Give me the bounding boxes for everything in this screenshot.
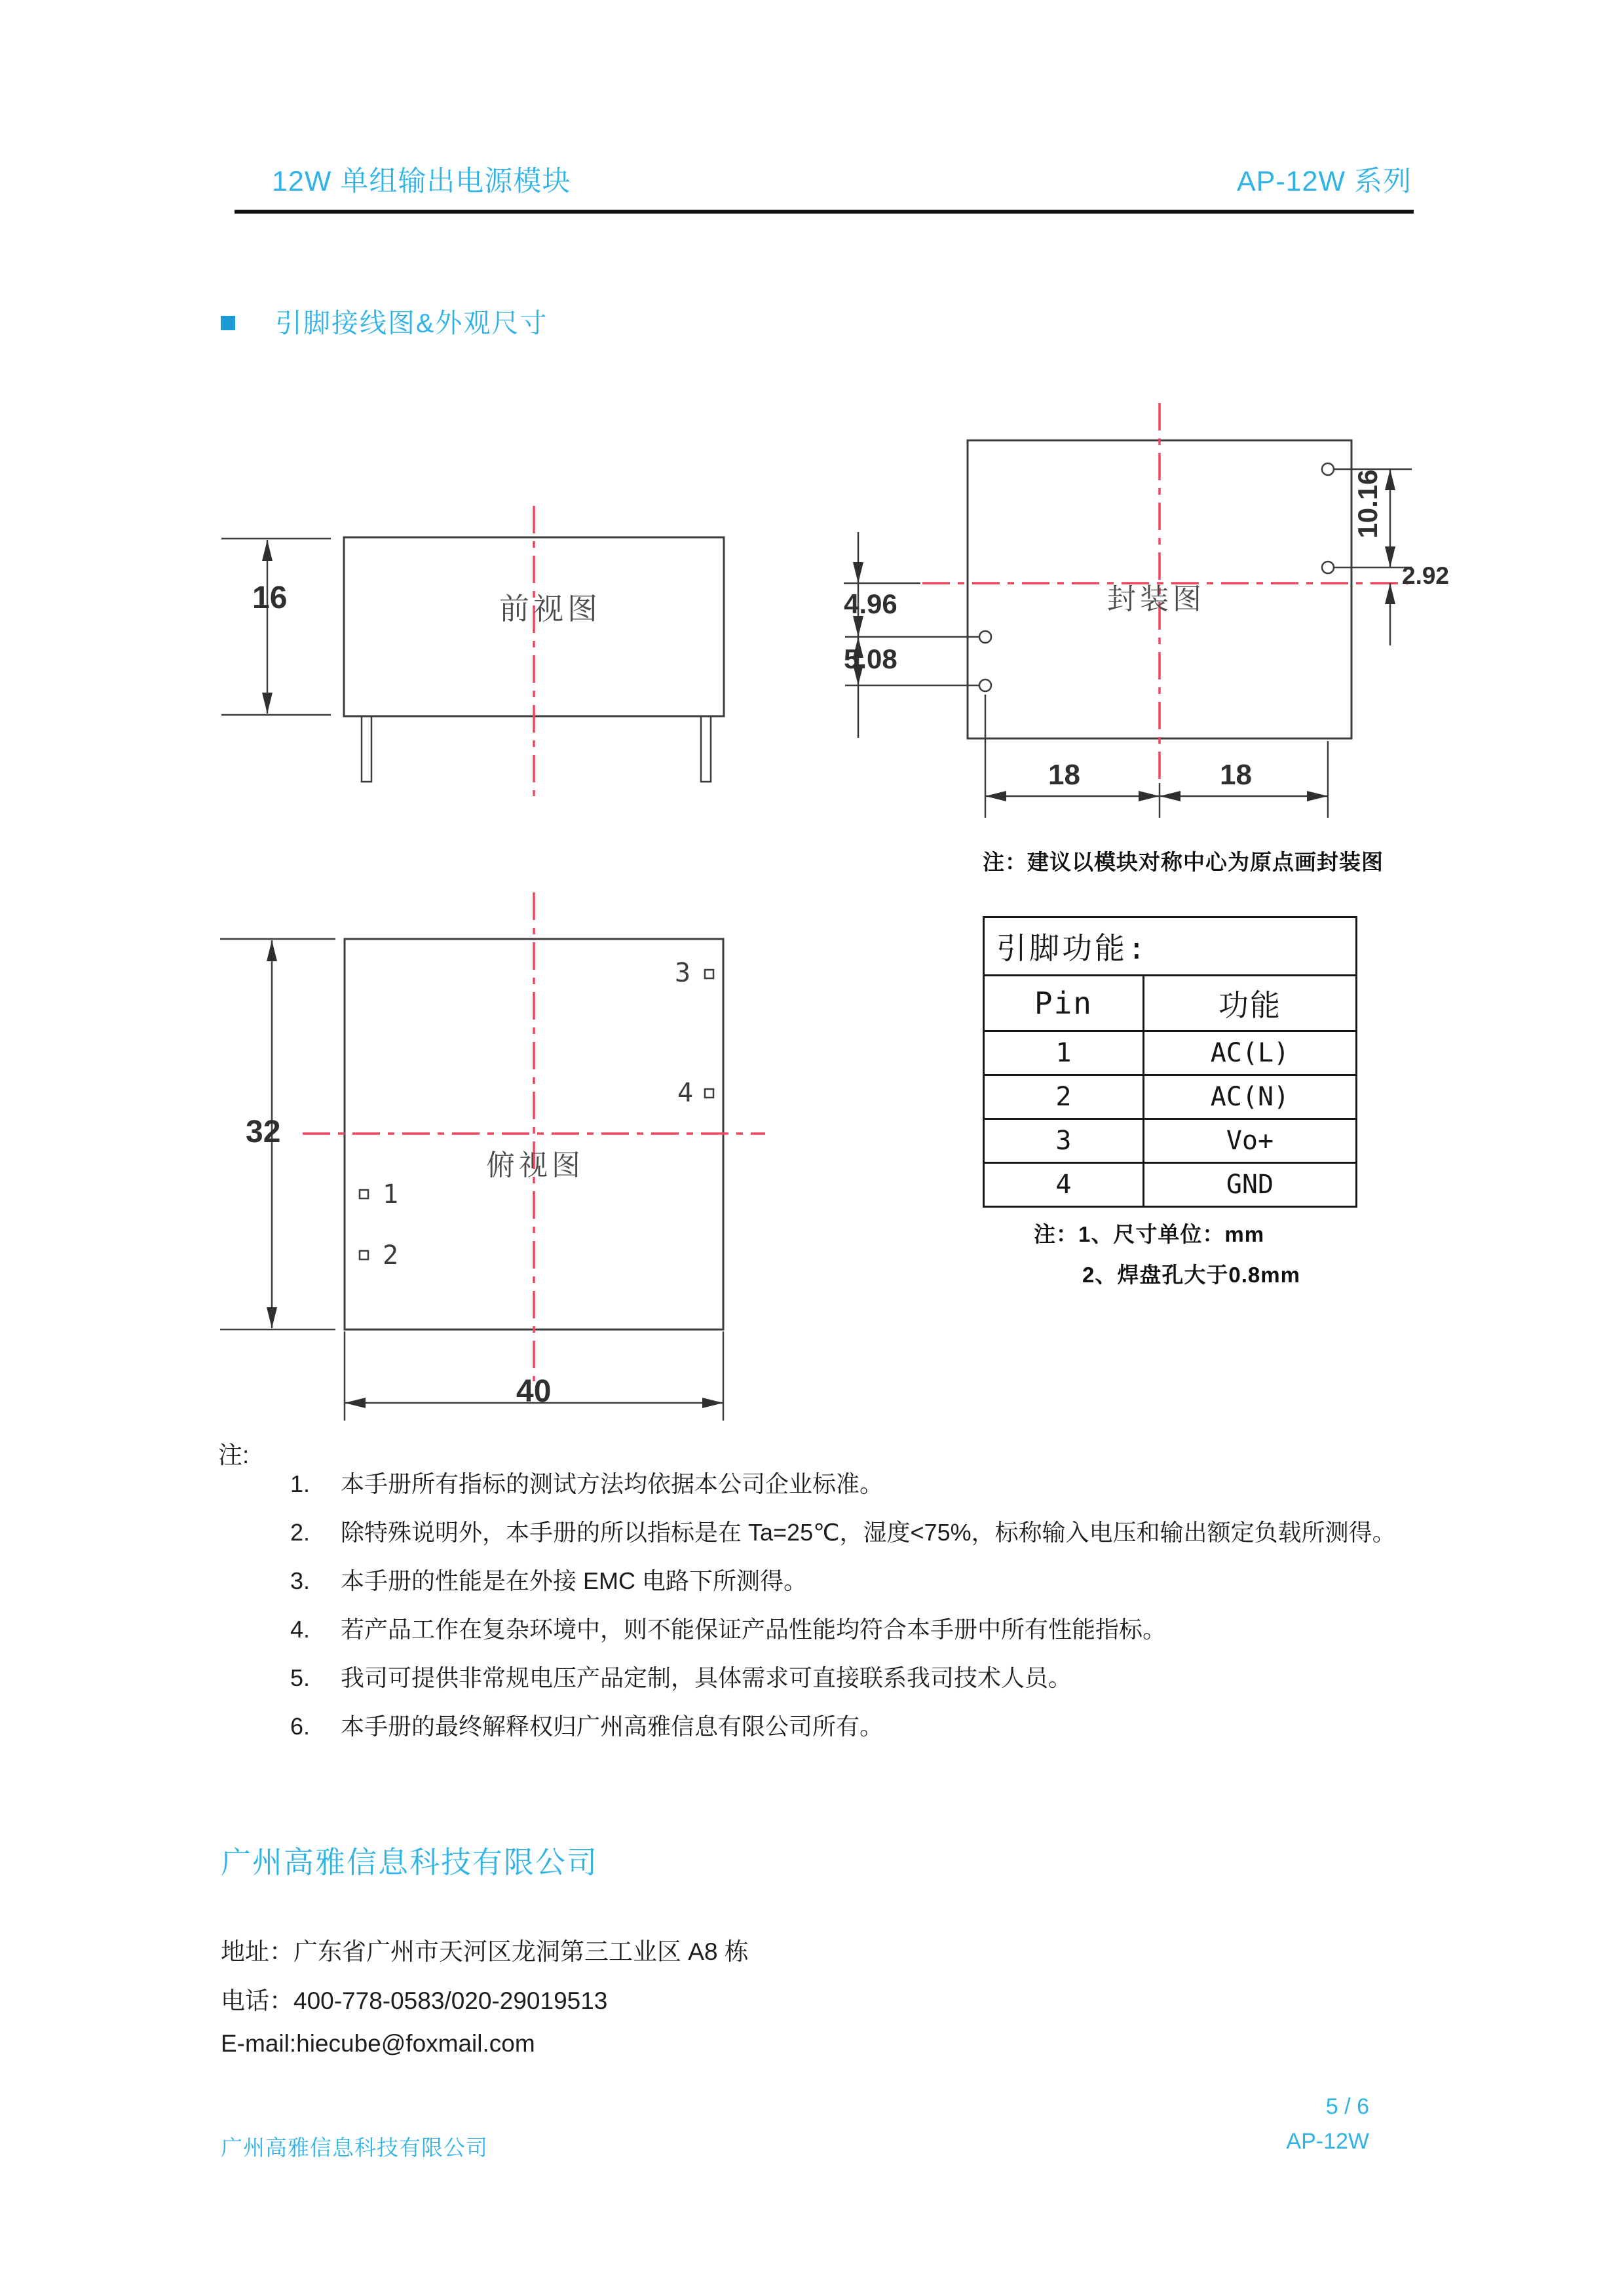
pin-cell: 1 (984, 1031, 1144, 1075)
header-series-right: AP-12W 系列 (1236, 166, 1412, 197)
note-text: 我司可提供非常规电压产品定制，具体需求可直接联系我司技术人员。 (341, 1664, 1072, 1691)
company-address: 地址：广东省广州市天河区龙洞第三工业区 A8 栋 (221, 1938, 749, 1965)
package-dim-10-16: 10.16 (1352, 469, 1383, 539)
package-view-label: 封装图 (1107, 583, 1205, 615)
table-row (984, 1075, 1357, 1119)
section-title: 引脚接线图&外观尺寸 (275, 308, 548, 338)
note-text: 本手册的性能是在外接 EMC 电路下所测得。 (341, 1567, 808, 1594)
company-email: E-mail:hiecube@foxmail.com (221, 2030, 535, 2057)
note-number: 5. (290, 1664, 311, 1691)
note-text: 本手册所有指标的测试方法均依据本公司企业标准。 (341, 1470, 884, 1497)
table-row (984, 1119, 1357, 1163)
footer-right (1286, 2094, 1369, 2154)
header-title-left: 12W 单组输出电源模块 (272, 166, 571, 197)
note-number: 2. (290, 1519, 311, 1546)
func-cell: AC(L) (1143, 1031, 1356, 1075)
list-item (218, 1654, 1476, 1702)
func-cell: AC(N) (1143, 1075, 1356, 1119)
top-view-pin3-label: 3 (675, 958, 691, 988)
top-view-pin4-label: 4 (677, 1078, 694, 1108)
package-dim-5-08: 5.08 (844, 643, 897, 674)
front-view-linework (221, 506, 724, 796)
list-item (218, 1508, 1476, 1557)
table-note-line2: 2、焊盘孔大于0.8mm (1082, 1263, 1300, 1287)
table-row (984, 1163, 1357, 1207)
list-item (218, 1557, 1476, 1605)
footer-model: AP-12W (1286, 2129, 1369, 2154)
pin-cell: 3 (984, 1119, 1144, 1163)
pin-function-table (983, 916, 1357, 1208)
pin-cell: 2 (984, 1075, 1144, 1119)
company-phone: 电话：400-778-0583/020-29019513 (221, 1987, 608, 2014)
package-dim-4-96: 4.96 (844, 588, 897, 619)
package-note: 注：建议以模块对称中心为原点画封装图 (983, 850, 1384, 874)
func-cell: Vo+ (1143, 1119, 1356, 1163)
top-view-height-dim: 32 (246, 1115, 281, 1149)
table-row (984, 976, 1357, 1031)
top-view-pin2-label: 2 (383, 1240, 399, 1271)
footer-company: 广州高雅信息科技有限公司 (221, 2135, 488, 2160)
note-number: 1. (290, 1470, 311, 1497)
list-item (218, 1605, 1476, 1654)
pin-table-col-func: 功能 (1143, 976, 1356, 1031)
note-number: 3. (290, 1567, 311, 1594)
top-view-pin1-label: 1 (383, 1179, 399, 1210)
company-name: 广州高雅信息科技有限公司 (221, 1845, 598, 1879)
pin-table-title: 引脚功能: (984, 917, 1357, 976)
table-row (984, 1031, 1357, 1075)
front-view-height-dim: 16 (252, 581, 288, 615)
pin-cell: 4 (984, 1163, 1144, 1207)
page-number: 5 / 6 (1325, 2094, 1369, 2119)
package-dim-18-right: 18 (1220, 759, 1252, 791)
notes-label: 注: (218, 1442, 250, 1468)
list-item (218, 1460, 1476, 1508)
note-text: 若产品工作在复杂环境中，则不能保证产品性能均符合本手册中所有性能指标。 (341, 1616, 1167, 1643)
list-item (218, 1702, 1476, 1751)
package-dim-18-left: 18 (1048, 759, 1080, 791)
top-view-width-dim: 40 (516, 1374, 552, 1409)
front-view-label: 前视图 (499, 592, 601, 626)
top-view-label: 俯视图 (486, 1149, 584, 1181)
note-number: 4. (290, 1616, 311, 1643)
package-dim-2-92: 2.92 (1402, 562, 1450, 589)
func-cell: GND (1143, 1163, 1356, 1207)
table-note-line1: 注：1、尺寸单位：mm (1034, 1222, 1265, 1246)
note-number: 6. (290, 1713, 311, 1740)
note-text: 本手册的最终解释权归广州高雅信息有限公司所有。 (341, 1713, 884, 1740)
table-row (984, 917, 1357, 976)
note-text: 除特殊说明外，本手册的所以指标是在 Ta=25℃，湿度<75%，标称输入电压和输出额定负载所测得。 (341, 1519, 1396, 1546)
notes-list (218, 1460, 1476, 1751)
pin-table-col-pin: Pin (984, 976, 1144, 1031)
